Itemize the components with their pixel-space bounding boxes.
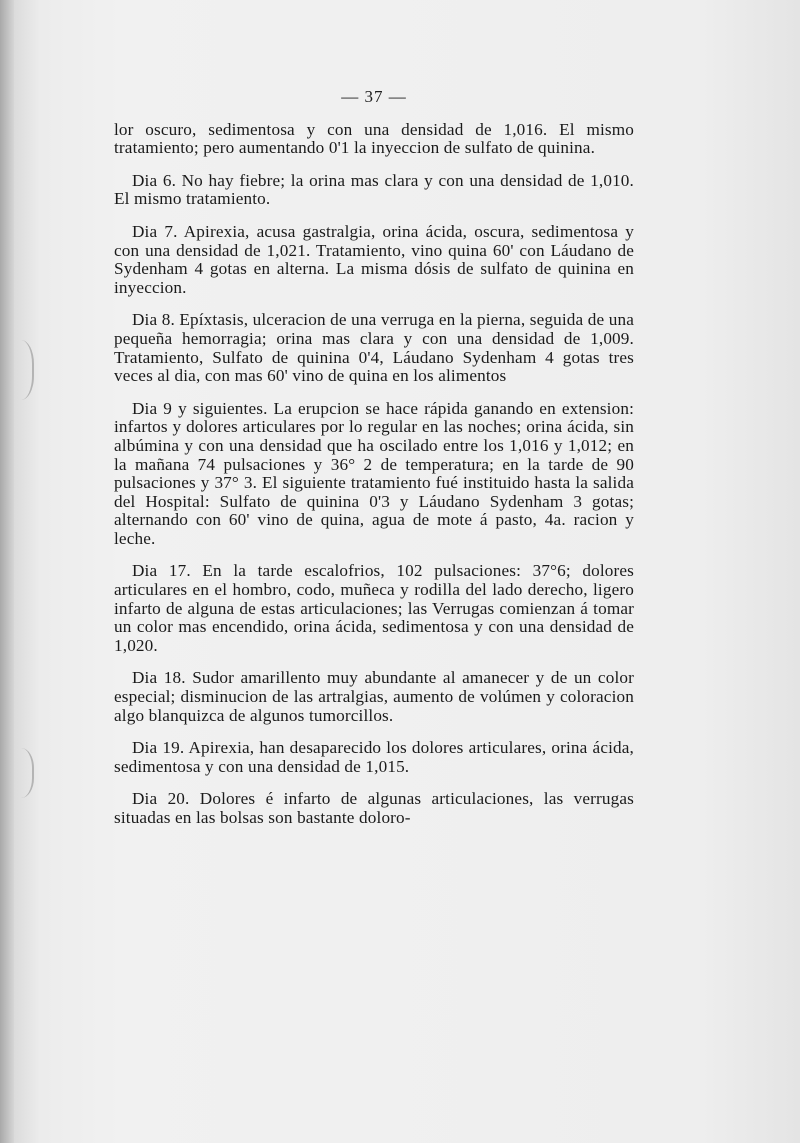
page-text-block xyxy=(114,88,634,828)
paragraph-dia-8: Dia 8. Epíxtasis, ulceracion de una verruga en la pierna, seguida de una pequeña hemorragia; orina mas clara y con una densidad de 1,009. Tratamiento, Sulfato de quinina 0'4, Láudano Sydenham 4 gotas tres veces al dia, con mas 60' vino de quina en los alimentos xyxy=(114,310,634,386)
page-tear-mark xyxy=(2,340,34,400)
page-number: — 37 — xyxy=(341,87,407,106)
page-binding-edge xyxy=(0,0,14,1143)
paragraph-dia-19: Dia 19. Apirexia, han desaparecido los dolores articulares, orina ácida, sedimentosa y con una densidad de 1,015. xyxy=(114,738,634,776)
paragraph-dia-20: Dia 20. Dolores é infarto de algunas articulaciones, las verrugas situadas en las bolsas son bastante doloro- xyxy=(114,789,634,827)
paragraph-dia-9: Dia 9 y siguientes. La erupcion se hace rápida ganando en extension: infartos y dolores articulares por lo regular en las noches; orina ácida, sin albúmina y con una densidad que ha oscilado entre los 1,016 y 1,012; en la mañana 74 pulsaciones y 36° 2 de temperatura; en la tarde de 90 pulsaciones y 37° 3. El siguiente tratamiento fué instituido hasta la salida del Hospital: Sulfato de quinina 0'3 y Láudano Sydenham 3 gotas; alternando con 60' vino de quina, agua de mote á pasto, 4a. racion y leche. xyxy=(114,398,634,548)
page-tear-mark xyxy=(2,748,34,798)
paragraph-dia-18: Dia 18. Sudor amarillento muy abundante al amanecer y de un color especial; disminucion de las artralgias, aumento de volúmen y coloracion algo blanquizca de algunos tumorcillos. xyxy=(114,668,634,725)
paragraph-dia-6: Dia 6. No hay fiebre; la orina mas clara y con una densidad de 1,010. El mismo tratamiento. xyxy=(114,170,634,209)
paragraph-continuation: lor oscuro, sedimentosa y con una densidad de 1,016. El mismo tratamiento; pero aumentando 0'1 la inyeccion de sulfato de quinina. xyxy=(114,119,634,158)
paragraph-dia-7: Dia 7. Apirexia, acusa gastralgia, orina ácida, oscura, sedimentosa y con una densidad de 1,021. Tratamiento, vino quina 60' con Láudano de Sydenham 4 gotas en alterna. La misma dósis de sulfato de quinina en inyeccion. xyxy=(114,221,634,297)
paragraph-dia-17: Dia 17. En la tarde escalofrios, 102 pulsaciones: 37°6; dolores articulares en el hombro, codo, muñeca y rodilla del lado derecho, ligero infarto de alguna de estas articulaciones; las Verrugas comienzan á tomar un color mas encendido, orina ácida, sedimentosa y con una densidad de 1,020. xyxy=(114,561,634,655)
